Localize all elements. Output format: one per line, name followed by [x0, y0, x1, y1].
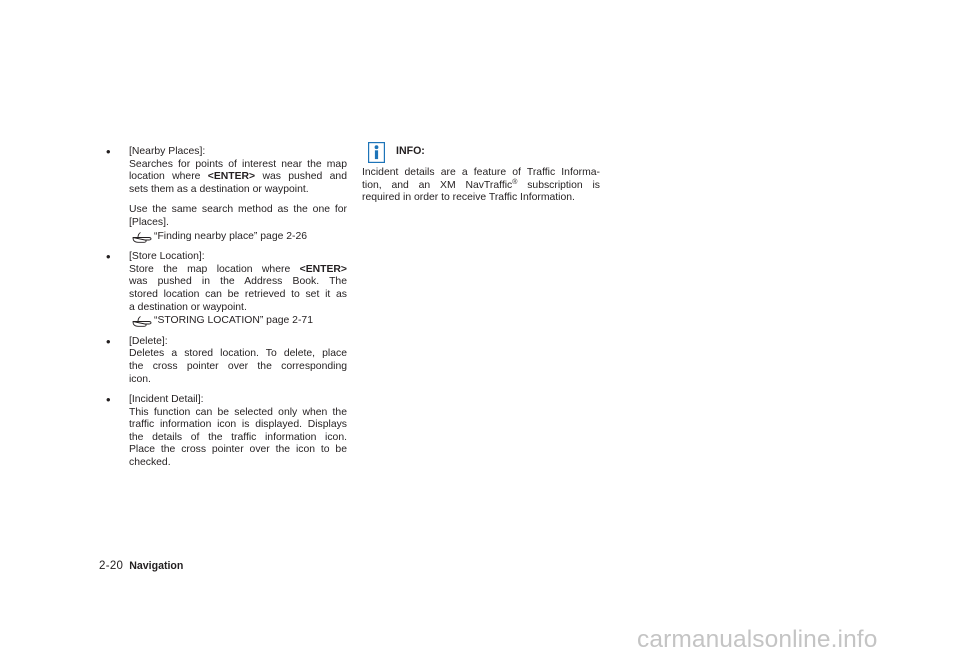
section-title: Navigation	[129, 560, 184, 572]
item-text: Searches for points of interest near the map	[129, 158, 347, 170]
bullet: •	[106, 249, 111, 265]
cross-reference[interactable]	[132, 315, 347, 328]
page-footer	[99, 560, 183, 572]
list-item-store-location	[106, 251, 347, 328]
info-header	[362, 142, 600, 166]
item-text: checked.	[129, 457, 171, 469]
item-text: This function can be selected only when the	[129, 406, 347, 418]
list-item-nearby-places	[106, 146, 347, 243]
item-text: a destination or waypoint.	[129, 301, 247, 313]
item-text: the cross pointer over the corresponding	[129, 360, 347, 372]
item-text: Store the map location where <ENTER>	[129, 263, 347, 275]
pointing-hand-icon	[132, 315, 152, 327]
item-text: location where <ENTER> was pushed and	[129, 171, 347, 183]
item-text: Use the same search method as the one for	[129, 204, 347, 216]
item-text: traffic information icon is displayed. Displays	[129, 419, 347, 431]
page-number: 2-20	[99, 560, 124, 572]
pointing-hand-icon	[132, 231, 152, 243]
item-heading: [Incident Detail]:	[129, 394, 204, 406]
list-item-delete	[106, 333, 347, 386]
registered-mark: ®	[512, 178, 518, 186]
item-text: the details of the traffic information icon.	[129, 431, 347, 443]
info-text: required in order to receive Traffic Information.	[362, 192, 575, 204]
reference-text: “STORING LOCATION” page 2-71	[154, 315, 313, 327]
list-item-incident-detail	[106, 394, 347, 470]
item-text: Place the cross pointer over the icon to be	[129, 444, 347, 456]
info-text: Incident details are a feature of Traffic Informa-	[362, 167, 600, 178]
info-title: INFO:	[396, 145, 425, 157]
enter-key: <ENTER>	[299, 263, 347, 275]
info-box	[362, 142, 600, 205]
reference-text: “Finding nearby place” page 2-26	[154, 230, 308, 242]
cross-reference[interactable]	[132, 231, 347, 244]
item-text: stored location can be retrieved to set it as	[129, 288, 347, 300]
item-text: icon.	[129, 373, 151, 385]
watermark: carmanualsonline.info	[637, 626, 878, 653]
bullet: •	[106, 144, 111, 159]
item-heading: [Delete]:	[129, 335, 168, 347]
item-text: sets them as a destination or waypoint.	[129, 183, 309, 195]
item-text: was pushed in the Address Book. The	[129, 276, 347, 288]
bullet: •	[106, 392, 111, 408]
left-column	[106, 146, 347, 478]
item-heading: [Store Location]:	[129, 251, 205, 263]
bullet: •	[106, 333, 111, 349]
item-heading: [Nearby Places]:	[129, 146, 206, 157]
info-icon	[368, 142, 385, 163]
item-text: Deletes a stored location. To delete, place	[129, 348, 347, 360]
info-text: tion, and an XM NavTraffic® subscription is	[362, 178, 600, 191]
enter-key: <ENTER>	[207, 171, 256, 183]
item-text: [Places].	[129, 216, 169, 228]
